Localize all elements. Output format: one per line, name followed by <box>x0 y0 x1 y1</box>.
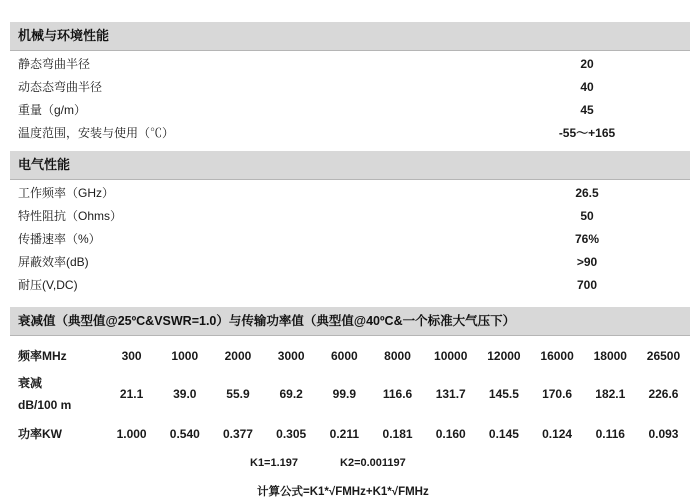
table-cell: 0.211 <box>329 427 360 441</box>
attenuation-cells <box>105 387 690 401</box>
power-cells <box>105 427 690 441</box>
constants-line <box>10 457 690 469</box>
attenuation-power-table <box>10 349 690 441</box>
row-label-power: 功率KW <box>18 427 62 441</box>
table-cell: 10000 <box>434 349 468 363</box>
spec-label: 温度范围，安装与使用（℃） <box>18 126 175 140</box>
section-header-mechanical: 机械与环境性能 <box>10 22 690 51</box>
spec-row-static-bend-radius <box>10 53 690 76</box>
table-cell: 1.000 <box>116 427 147 441</box>
table-cell: 8000 <box>384 349 411 363</box>
spec-row-dynamic-bend-radius <box>10 76 690 99</box>
table-cell: 1000 <box>171 349 199 363</box>
power-row <box>10 427 690 441</box>
spec-value: >90 <box>576 255 598 269</box>
frequency-cells <box>105 349 690 363</box>
spec-row-temperature-range <box>10 122 690 145</box>
table-cell: 3000 <box>277 349 305 363</box>
spec-row-operating-frequency <box>10 182 690 205</box>
table-cell: 0.305 <box>276 427 307 441</box>
spec-label: 特性阻抗（Ohms） <box>18 209 123 223</box>
spec-row-velocity-of-propagation <box>10 228 690 251</box>
table-cell: 0.181 <box>382 427 413 441</box>
spec-row-impedance <box>10 205 690 228</box>
table-cell: 18000 <box>593 349 627 363</box>
attenuation-label-line2: dB/100 m <box>18 398 72 412</box>
frequency-header-row <box>10 349 690 363</box>
spec-value: 20 <box>580 57 594 71</box>
spec-label: 静态弯曲半径 <box>18 57 91 71</box>
spec-value: -55～+165 <box>558 126 616 140</box>
table-cell: 226.6 <box>648 387 679 401</box>
spec-value: 45 <box>580 103 594 117</box>
electrical-rows <box>10 180 690 297</box>
spec-label: 耐压(V,DC) <box>18 278 78 292</box>
spec-label: 动态态弯曲半径 <box>18 80 103 94</box>
spec-label: 传播速率（%） <box>18 232 101 246</box>
table-cell: 99.9 <box>332 387 357 401</box>
table-cell: 300 <box>121 349 142 363</box>
table-cell: 21.1 <box>119 387 144 401</box>
calculation-formula: 计算公式=K1*√FMHz+K1*√FMHz <box>257 486 429 498</box>
spec-value: 26.5 <box>575 186 599 200</box>
table-cell: 16000 <box>540 349 574 363</box>
table-cell: 182.1 <box>595 387 626 401</box>
mechanical-rows <box>10 51 690 145</box>
table-cell: 39.0 <box>173 387 197 401</box>
row-label-attenuation <box>18 376 105 412</box>
spec-value: 76% <box>574 232 600 246</box>
spec-value: 40 <box>580 80 594 94</box>
spec-row-shielding-effectiveness <box>10 251 690 274</box>
table-cell: 6000 <box>330 349 358 363</box>
spec-label: 屏蔽效率(dB) <box>18 255 89 269</box>
table-cell: 0.145 <box>488 427 519 441</box>
section-header-attenuation-power: 衰减值（典型值@25ºC&VSWR=1.0）与传输功率值（典型值@40ºC&一个标准大气压下） <box>10 307 690 336</box>
table-cell: 145.5 <box>488 387 519 401</box>
attenuation-row <box>10 376 690 412</box>
table-cell: 26500 <box>646 349 681 363</box>
table-cell: 69.2 <box>279 387 303 401</box>
spec-row-withstand-voltage <box>10 274 690 297</box>
row-label-frequency: 频率MHz <box>18 349 67 363</box>
table-cell: 12000 <box>487 349 521 363</box>
spec-sheet <box>10 22 690 499</box>
table-cell: 0.093 <box>648 427 679 441</box>
table-cell: 0.540 <box>169 427 200 441</box>
table-cell: 116.6 <box>382 387 413 401</box>
table-cell: 170.6 <box>542 387 573 401</box>
table-cell: 0.160 <box>435 427 466 441</box>
spec-value: 50 <box>580 209 594 223</box>
table-cell: 0.124 <box>542 427 573 441</box>
spec-label: 重量（g/m） <box>18 103 87 117</box>
section-header-electrical: 电气性能 <box>10 151 690 180</box>
spec-label: 工作频率（GHz） <box>18 186 115 200</box>
table-cell: 131.7 <box>435 387 466 401</box>
attenuation-label-line1: 衰减 <box>18 376 43 390</box>
table-cell: 0.377 <box>222 427 253 441</box>
spec-value: 700 <box>576 278 598 292</box>
constant-k1: K1=1.197 <box>250 457 299 469</box>
table-cell: 55.9 <box>226 387 250 401</box>
spec-row-weight <box>10 99 690 122</box>
table-cell: 2000 <box>224 349 252 363</box>
table-cell: 0.116 <box>595 427 625 441</box>
constant-k2: K2=0.001197 <box>340 457 406 469</box>
